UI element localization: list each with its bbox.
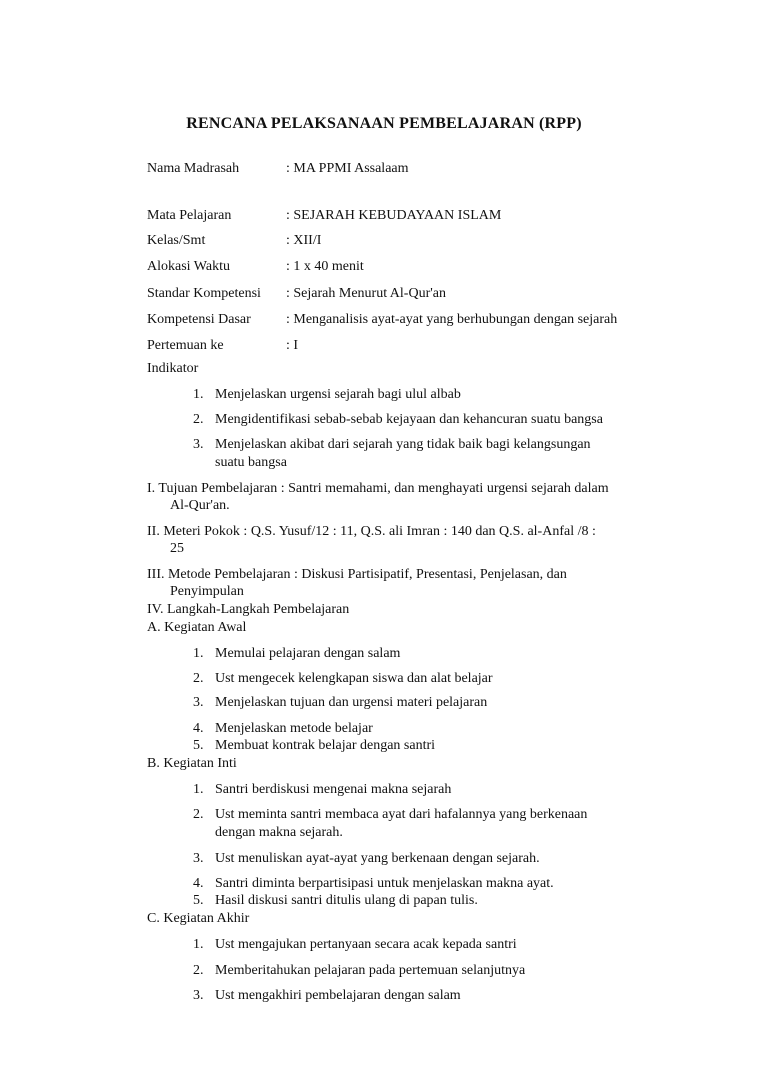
- list-item: Memulai pelajaran dengan salam: [215, 646, 401, 661]
- list-item-number: 3.: [193, 437, 204, 452]
- list-item: Membuat kontrak belajar dengan santri: [215, 738, 436, 753]
- tujuan-text: I. Tujuan Pembelajaran : Santri memahami, dan menghayati urgensi sejarah dalam: [147, 481, 609, 496]
- metode-text: III. Metode Pembelajaran : Diskusi Partisipatif, Presentasi, Penjelasan, dan: [147, 567, 567, 582]
- info-value: : MA PPMI Assalaam: [286, 161, 409, 176]
- list-item: Ust meminta santri membaca ayat dari hafalannya yang berkenaan: [215, 807, 588, 822]
- info-value: : I: [286, 338, 299, 353]
- list-item: Hasil diskusi santri ditulis ulang di papan tulis.: [215, 893, 478, 908]
- list-item: Ust mengecek kelengkapan siswa dan alat belajar: [215, 671, 493, 686]
- materi-text: II. Meteri Pokok : Q.S. Yusuf/12 : 11, Q.S. ali Imran : 140 dan Q.S. al-Anfal /8 :: [147, 524, 596, 539]
- list-item-number: 4.: [193, 721, 204, 736]
- list-item-number: 1.: [193, 782, 204, 797]
- list-item: Ust mengakhiri pembelajaran dengan salam: [215, 988, 461, 1003]
- section-heading: C. Kegiatan Akhir: [147, 911, 250, 926]
- list-item: Mengidentifikasi sebab-sebab kejayaan dan kehancuran suatu bangsa: [215, 412, 603, 427]
- list-item-number: 1.: [193, 646, 204, 661]
- list-item-number: 1.: [193, 387, 204, 402]
- section-heading: A. Kegiatan Awal: [147, 620, 247, 635]
- page-title: RENCANA PELAKSANAAN PEMBELAJARAN (RPP): [186, 115, 582, 132]
- list-item-number: 5.: [193, 738, 204, 753]
- info-label: Nama Madrasah: [147, 161, 240, 176]
- list-item: Memberitahukan pelajaran pada pertemuan selanjutnya: [215, 963, 526, 978]
- list-item: Menjelaskan akibat dari sejarah yang tidak baik bagi kelangsungan: [215, 437, 591, 452]
- list-item: Menjelaskan metode belajar: [215, 721, 373, 736]
- list-item-number: 1.: [193, 937, 204, 952]
- info-label: Pertemuan ke: [147, 338, 224, 353]
- list-item-number: 2.: [193, 963, 204, 978]
- list-item-number: 5.: [193, 893, 204, 908]
- list-item-number: 2.: [193, 412, 204, 427]
- section-heading: IV. Langkah-Langkah Pembelajaran: [147, 602, 350, 617]
- list-item: Menjelaskan tujuan dan urgensi materi pelajaran: [215, 695, 488, 710]
- info-value: : SEJARAH KEBUDAYAAN ISLAM: [286, 208, 502, 223]
- info-value: : Sejarah Menurut Al-Qur'an: [286, 286, 446, 301]
- list-item: Menjelaskan urgensi sejarah bagi ulul albab: [215, 387, 461, 402]
- list-item-continuation: dengan makna sejarah.: [215, 825, 343, 840]
- tujuan-text-continuation: Al-Qur'an.: [170, 498, 230, 513]
- info-label: Alokasi Waktu: [147, 259, 230, 274]
- list-item: Ust menuliskan ayat-ayat yang berkenaan dengan sejarah.: [215, 851, 540, 866]
- list-item-number: 3.: [193, 851, 204, 866]
- list-item-number: 3.: [193, 695, 204, 710]
- list-item-number: 2.: [193, 807, 204, 822]
- materi-text-continuation: 25: [170, 541, 184, 556]
- list-item-number: 4.: [193, 876, 204, 891]
- info-label: Mata Pelajaran: [147, 208, 232, 223]
- metode-text-continuation: Penyimpulan: [170, 584, 244, 599]
- info-value: : Menganalisis ayat-ayat yang berhubungan dengan sejarah: [286, 312, 618, 327]
- section-heading: B. Kegiatan Inti: [147, 756, 237, 771]
- list-item: Santri diminta berpartisipasi untuk menjelaskan makna ayat.: [215, 876, 554, 891]
- list-item: Santri berdiskusi mengenai makna sejarah: [215, 782, 452, 797]
- list-item-continuation: suatu bangsa: [215, 455, 287, 470]
- info-value: : 1 x 40 menit: [286, 259, 364, 274]
- list-item-number: 2.: [193, 671, 204, 686]
- info-value: : XII/I: [286, 233, 322, 248]
- info-label: Kelas/Smt: [147, 233, 206, 248]
- info-label: Kompetensi Dasar: [147, 312, 251, 327]
- list-item-number: 3.: [193, 988, 204, 1003]
- list-item: Ust mengajukan pertanyaan secara acak kepada santri: [215, 937, 517, 952]
- info-label: Standar Kompetensi: [147, 286, 261, 301]
- section-heading: Indikator: [147, 361, 199, 376]
